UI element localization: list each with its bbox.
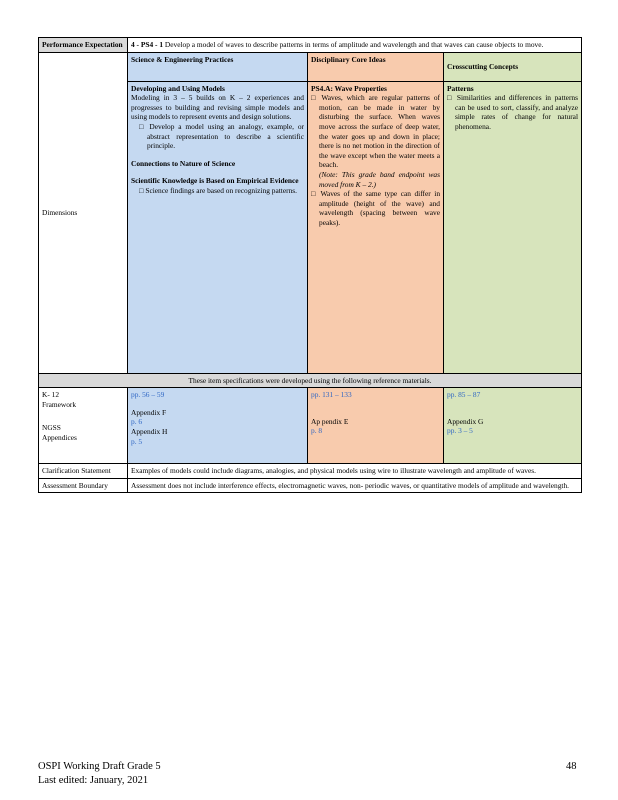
framework-label: K- 12 Framework bbox=[42, 390, 77, 409]
ngss-crosscutting-appendix: Appendix G bbox=[447, 416, 484, 426]
ngss-crosscutting-pages[interactable]: pp. 3 – 5 bbox=[447, 426, 473, 436]
core-ideas-content bbox=[308, 81, 444, 373]
ngss-label: NGSS Appendices bbox=[42, 423, 77, 442]
assessment-row bbox=[39, 478, 582, 493]
clarification-label bbox=[39, 464, 128, 479]
crosscutting-title: Patterns bbox=[447, 83, 474, 93]
framework-crosscutting-pages[interactable]: pp. 85 – 87 bbox=[447, 390, 481, 400]
page-number: 48 bbox=[566, 761, 577, 772]
reference-materials-text: These item specifications were developed using the following reference materials. bbox=[188, 375, 432, 385]
core-ideas-bullet-2-text: Waves of the same type can differ in amplitude (height of the wave) and wavelength (spacing between wave peaks). bbox=[319, 189, 441, 227]
performance-expectation-label bbox=[39, 38, 128, 53]
core-ideas-bullet-1 bbox=[311, 93, 440, 170]
core-ideas-note: (Note: This grade band endpoint was moved from K – 2.) bbox=[319, 169, 440, 189]
practices-intro: Modeling in 3 – 5 builds on K – 2 experiences and progresses to building and revising simple models and using models to represent events and design solutions. bbox=[131, 93, 304, 122]
ngss-core-appendix: Ap pendix E bbox=[311, 416, 349, 426]
core-ideas-bullet-1-text: Waves, which are regular patterns of motion, can be made in water by disturbing the surface. When waves move across the surface of deep water, the water goes up and down in place; there is no net motion in the direction of the wave except when the water meets a beach. bbox=[319, 93, 440, 170]
dimensions-label bbox=[39, 52, 128, 373]
ngss-core-page[interactable]: p. 8 bbox=[311, 426, 323, 436]
assessment-label bbox=[39, 478, 128, 493]
clarification-text-span: Examples of models could include diagrams, analogies, and physical models using wire to illustrate wavelength and amplitude of waves. bbox=[131, 466, 536, 476]
performance-expectation-label-text: Performance Expectation bbox=[42, 40, 123, 49]
practices-references bbox=[128, 388, 308, 464]
clarification-row bbox=[39, 464, 582, 479]
crosscutting-header-text: Crosscutting Concepts bbox=[447, 61, 519, 71]
dimension-header-row bbox=[39, 52, 582, 81]
clarification-label-text: Clarification Statement bbox=[42, 466, 111, 476]
performance-expectation-cell bbox=[128, 38, 582, 53]
scientific-knowledge-bullet-text: Science findings are based on recognizing patterns. bbox=[145, 185, 297, 195]
footer-line-2: Last edited: January, 2021 bbox=[38, 775, 149, 786]
reference-labels bbox=[39, 388, 128, 464]
square-bullet-icon: □ bbox=[311, 189, 318, 199]
assessment-label-text: Assessment Boundary bbox=[42, 480, 108, 490]
square-bullet-icon: □ bbox=[311, 93, 318, 103]
performance-text: Develop a model of waves to describe patterns in terms of amplitude and wavelength and that waves can cause objects to move. bbox=[164, 40, 544, 49]
square-bullet-icon: □ bbox=[447, 93, 454, 103]
square-bullet-icon: □ bbox=[139, 185, 144, 195]
item-specification-table bbox=[38, 37, 582, 493]
assessment-text-span: Assessment does not include interference effects, electromagnetic waves, non- periodic waves, or quantitative models of amplitude and wavelength. bbox=[131, 480, 570, 490]
scientific-knowledge-bullet bbox=[139, 186, 304, 196]
core-ideas-header bbox=[308, 52, 444, 81]
practices-content bbox=[128, 81, 308, 373]
framework-core-pages[interactable]: pp. 131 – 133 bbox=[311, 390, 352, 400]
reference-materials-cell bbox=[39, 373, 582, 388]
core-ideas-bullet-2 bbox=[311, 189, 440, 227]
core-ideas-title: PS4.A: Wave Properties bbox=[311, 83, 387, 93]
ngss-practices-page-2[interactable]: p. 5 bbox=[131, 436, 143, 446]
ngss-practices-page-1[interactable]: p. 6 bbox=[131, 417, 143, 427]
core-ideas-header-text: Disciplinary Core Ideas bbox=[311, 54, 386, 64]
ngss-practices-appendix-1: Appendix F bbox=[131, 407, 167, 417]
practices-header-text: Science & Engineering Practices bbox=[131, 54, 234, 64]
reference-pages-row bbox=[39, 388, 582, 464]
performance-code: 4 - PS4 - 1 bbox=[131, 40, 164, 49]
scientific-knowledge-title: Scientific Knowledge is Based on Empirical Evidence bbox=[131, 176, 299, 186]
footer-line-1: OSPI Working Draft Grade 5 bbox=[38, 761, 161, 772]
crosscutting-bullet bbox=[447, 93, 578, 131]
dimensions-label-text: Dimensions bbox=[42, 207, 78, 217]
square-bullet-icon: □ bbox=[139, 121, 146, 131]
practices-header bbox=[128, 52, 308, 81]
practices-title: Developing and Using Models bbox=[131, 83, 225, 93]
connections-nos: Connections to Nature of Science bbox=[131, 158, 236, 168]
crosscutting-references bbox=[444, 388, 582, 464]
ngss-practices-appendix-2: Appendix H bbox=[131, 426, 168, 436]
framework-practices-pages[interactable]: pp. 56 – 59 bbox=[131, 390, 165, 400]
core-ideas-references bbox=[308, 388, 444, 464]
performance-expectation-row bbox=[39, 38, 582, 53]
crosscutting-header bbox=[444, 52, 582, 81]
clarification-text bbox=[128, 464, 582, 479]
crosscutting-content bbox=[444, 81, 582, 373]
practices-bullet-text: Develop a model using an analogy, example, or abstract representation to describe a scientific principle. bbox=[147, 121, 304, 151]
assessment-text bbox=[128, 478, 582, 493]
reference-materials-row bbox=[39, 373, 582, 388]
crosscutting-bullet-text: Similarities and differences in patterns can be used to sort, classify, and analyze simple rates of change for natural phenomena. bbox=[455, 93, 578, 131]
practices-bullet bbox=[139, 122, 304, 151]
